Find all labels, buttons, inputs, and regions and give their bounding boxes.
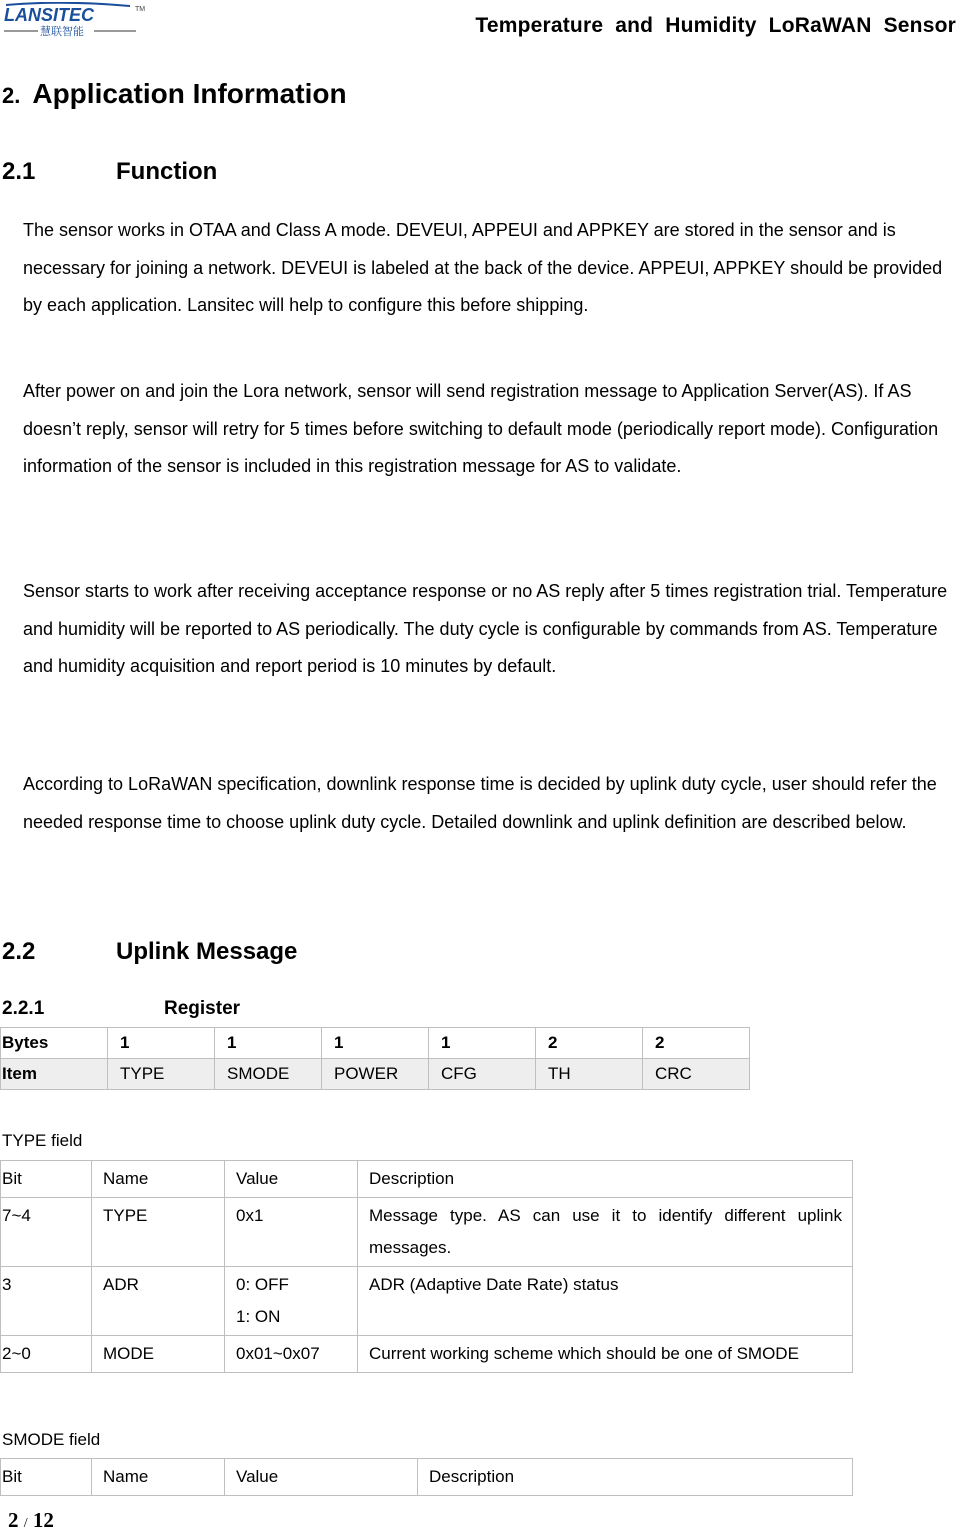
uplink-number: 2.2	[2, 938, 36, 965]
table-cell: TYPE	[92, 1198, 225, 1267]
table-cell: 1	[108, 1028, 215, 1059]
table-cell: 0x1	[225, 1198, 358, 1267]
table-cell: 2	[643, 1028, 750, 1059]
header-title: Temperature and Humidity LoRaWAN Sensor	[475, 14, 956, 37]
type-field-caption: TYPE field	[2, 1131, 83, 1150]
value-line: 1: ON	[236, 1307, 281, 1326]
section-title: Application Information	[32, 78, 347, 109]
lansitec-logo	[2, 2, 152, 38]
table-cell: 1	[322, 1028, 429, 1059]
table-cell: Message type. AS can use it to identify different uplink messages.	[358, 1198, 853, 1267]
table-row	[1, 1059, 750, 1090]
table-header-cell: Name	[92, 1459, 225, 1496]
logo-wordmark: LANSITEC	[4, 5, 94, 25]
table-cell: CFG	[429, 1059, 536, 1090]
page-number	[8, 1508, 54, 1533]
logo-tm: TM	[135, 6, 146, 13]
table-header-row	[1, 1161, 853, 1198]
table-cell: 1	[215, 1028, 322, 1059]
table-cell: 7~4	[1, 1198, 92, 1267]
table-row	[1, 1028, 750, 1059]
table-cell: 2~0	[1, 1336, 92, 1373]
function-title: Function	[116, 158, 218, 185]
table-cell: Current working scheme which should be one of SMODE	[358, 1336, 853, 1373]
table-header-cell: Description	[358, 1161, 853, 1198]
smode-field-caption: SMODE field	[2, 1430, 101, 1449]
function-paragraph-1: The sensor works in OTAA and Class A mode. DEVEUI, APPEUI and APPKEY are stored in the sensor and is necessary for joining a network. DEVEUI is labeled at the back of the device. APPEUI, APPKEY should be provided by each application. Lansitec will help to configure this before shipping.	[23, 220, 943, 315]
table-cell: TYPE	[108, 1059, 215, 1090]
table-row	[1, 1336, 853, 1373]
table-header-row	[1, 1459, 853, 1496]
function-heading	[2, 158, 217, 186]
register-heading	[2, 998, 240, 1020]
uplink-heading	[2, 938, 297, 966]
logo-subtext: 慧联智能	[40, 25, 84, 38]
section-number: 2.	[2, 83, 21, 108]
type-field-table	[0, 1160, 853, 1373]
table-header-cell: Value	[225, 1459, 418, 1496]
table-header-cell: Description	[418, 1459, 853, 1496]
register-title: Register	[164, 998, 241, 1019]
table-cell: Item	[1, 1059, 108, 1090]
table-cell: CRC	[643, 1059, 750, 1090]
table-row	[1, 1267, 853, 1336]
table-cell: POWER	[322, 1059, 429, 1090]
register-number: 2.2.1	[2, 998, 45, 1019]
table-cell	[225, 1267, 358, 1336]
table-cell: 0x01~0x07	[225, 1336, 358, 1373]
table-cell: 3	[1, 1267, 92, 1336]
function-paragraph-2: After power on and join the Lora network, sensor will send registration message to Application Server(AS). If AS doesn’t reply, sensor will retry for 5 times before switching to default mode (periodically report mode). Configuration information of the sensor is included in this registration message for AS to validate.	[23, 381, 939, 476]
table-cell: ADR	[92, 1267, 225, 1336]
table-header-cell: Bit	[1, 1161, 92, 1198]
table-header-cell: Bit	[1, 1459, 92, 1496]
table-header-cell: Value	[225, 1161, 358, 1198]
register-table	[0, 1027, 750, 1090]
section-heading	[2, 78, 347, 110]
function-paragraph-4: According to LoRaWAN specification, downlink response time is decided by uplink duty cycle, user should refer the needed response time to choose uplink duty cycle. Detailed downlink and uplink definition are described below.	[23, 774, 937, 832]
table-cell: Bytes	[1, 1028, 108, 1059]
function-number: 2.1	[2, 158, 36, 185]
table-cell: MODE	[92, 1336, 225, 1373]
table-cell: ADR (Adaptive Date Rate) status	[358, 1267, 853, 1336]
table-header-cell: Name	[92, 1161, 225, 1198]
table-cell: 2	[536, 1028, 643, 1059]
smode-field-table	[0, 1458, 853, 1496]
page-separator: /	[23, 1516, 28, 1531]
uplink-title: Uplink Message	[116, 938, 298, 965]
current-page: 2	[8, 1508, 19, 1532]
logo-graphic	[2, 2, 152, 38]
table-cell: SMODE	[215, 1059, 322, 1090]
table-cell: TH	[536, 1059, 643, 1090]
value-line: 0: OFF	[236, 1275, 289, 1294]
total-pages: 12	[32, 1508, 54, 1532]
table-cell: 1	[429, 1028, 536, 1059]
function-paragraph-3: Sensor starts to work after receiving acceptance response or no AS reply after 5 times registration trial. Temperature and humidity will be reported to AS periodically. The duty cycle is configurable by commands from AS. Temperature and humidity acquisition and report period is 10 minutes by default.	[23, 581, 948, 676]
table-row	[1, 1198, 853, 1267]
